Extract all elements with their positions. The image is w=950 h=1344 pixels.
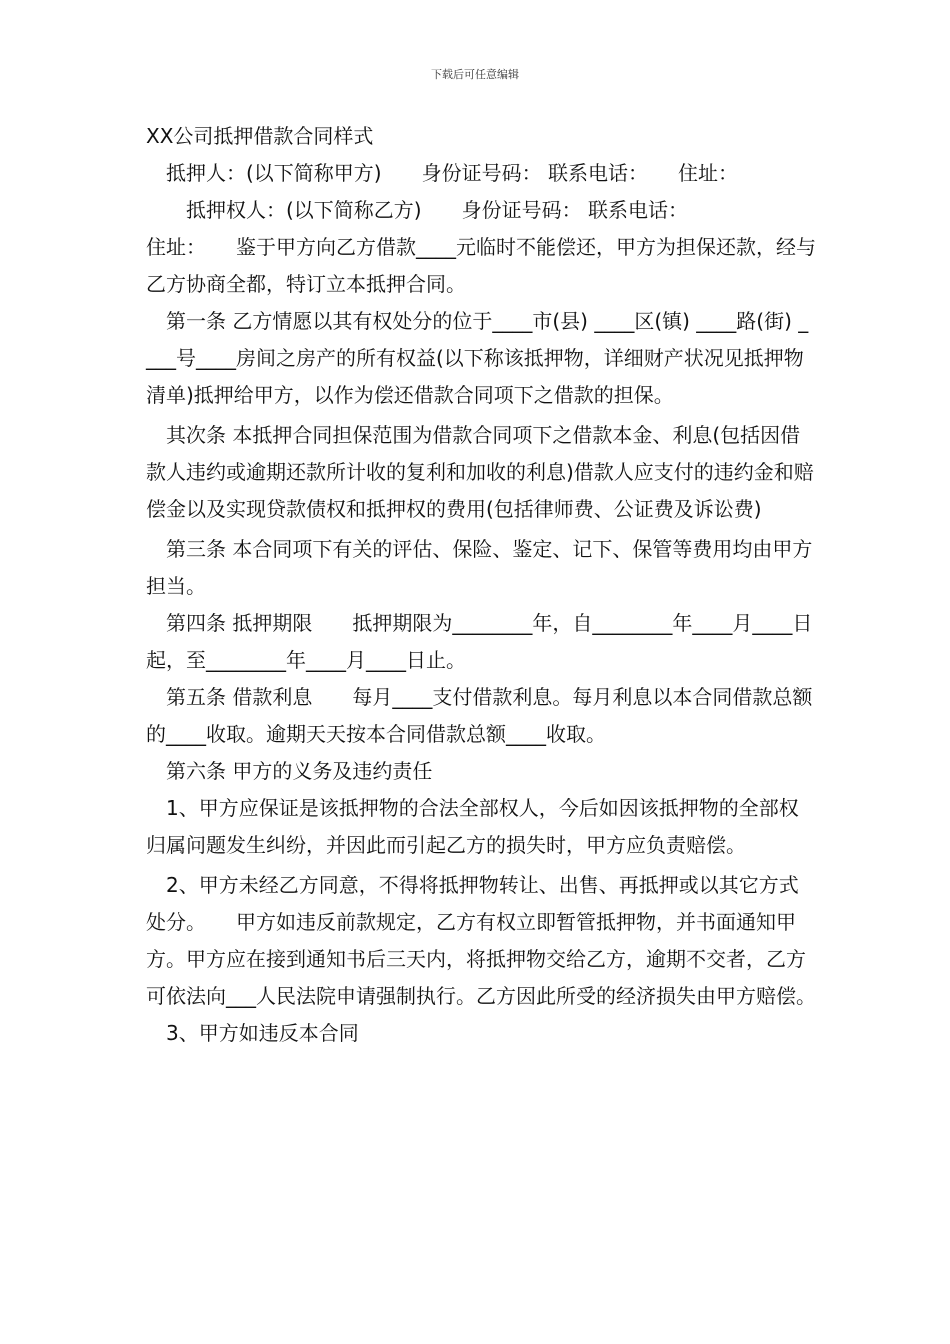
document-title: XX公司抵押借款合同样式 <box>146 124 374 148</box>
paragraph-mortgagor: 抵押人：(以下简称甲方) 身份证号码： 联系电话： 住址： <box>166 161 738 185</box>
paragraph-article-6: 第六条 甲方的义务及违约责任 <box>166 759 433 783</box>
paragraph-clause-3: 3、甲方如违反本合同 <box>166 1021 359 1045</box>
paragraph-article-5: 第五条 借款利息 每月____支付借款利息。每月利息以本合同借款总额的____收取。逾期天天按本合同借款总额____收取。 <box>146 685 813 746</box>
page-header-note: 下载后可任意编辑 <box>431 68 519 81</box>
paragraph-clause-2: 2、甲方未经乙方同意，不得将抵押物转让、出售、再抵押或以其它方式处分。 甲方如违反前款规定，乙方有权立即暂管抵押物，并书面通知甲方。甲方应在接到通知书后三天内，将抵押物交给乙方，逾期不交者，乙方可依法向___人民法院申请强制执行。乙方因此所受的经济损失由甲方赔偿。 <box>146 873 816 1008</box>
paragraph-article-2: 其次条 本抵押合同担保范围为借款合同项下之借款本金、利息(包括因借款人违约或逾期还款所计收的复利和加收的利息)借款人应支付的违约金和赔偿金以及实现贷款债权和抵押权的费用(包括律师费、公证费及诉讼费) <box>146 423 814 521</box>
paragraph-article-4: 第四条 抵押期限 抵押期限为________年，自________年____月____日起，至________年____月____日止。 <box>146 611 813 672</box>
paragraph-article-1: 第一条 乙方情愿以其有权处分的位于____市(县) ____区(镇) ____路(街) ____号____房间之房产的所有权益(以下称该抵押物，详细财产状况见抵押物清单)抵押给甲方，以作为偿还借款合同项下之借款的担保。 <box>146 309 809 407</box>
contract-body <box>146 118 816 1052</box>
paragraph-clause-1: 1、甲方应保证是该抵押物的合法全部权人，今后如因该抵押物的全部权归属问题发生纠纷，并因此而引起乙方的损失时，甲方应负责赔偿。 <box>146 796 799 857</box>
paragraph-article-3: 第三条 本合同项下有关的评估、保险、鉴定、记下、保管等费用均由甲方担当。 <box>146 537 813 598</box>
paragraph-mortgagee: 抵押权人：(以下简称乙方) 身份证号码： 联系电话： <box>166 198 688 222</box>
paragraph-preamble: 住址： 鉴于甲方向乙方借款____元临时不能偿还，甲方为担保还款，经与乙方协商全都，特订立本抵押合同。 <box>146 235 816 296</box>
